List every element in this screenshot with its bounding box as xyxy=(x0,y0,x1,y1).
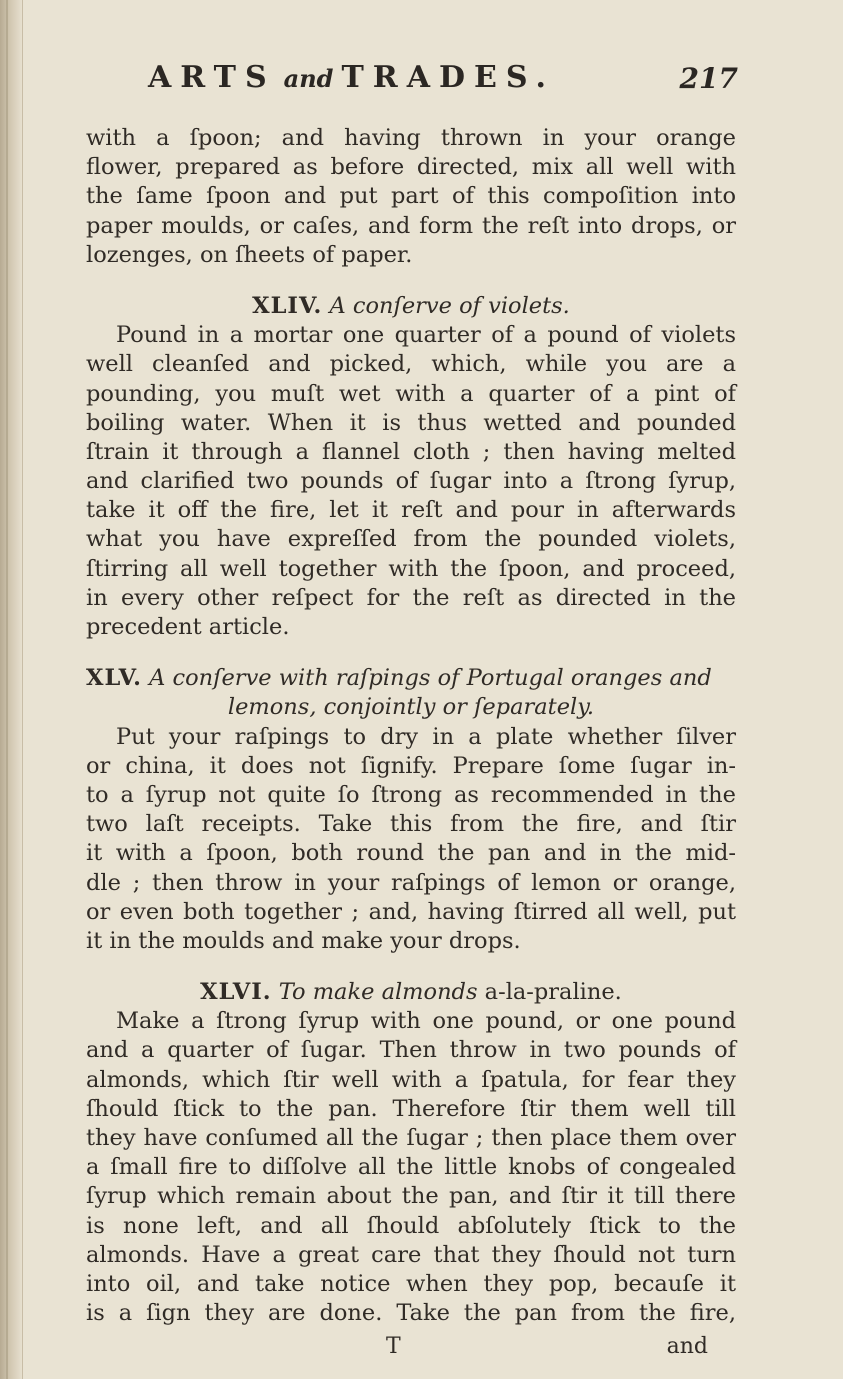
text-line: with a ſpoon; and having thrown in your orange xyxy=(86,125,736,151)
text-line: in every other reſpect for the reſt as directed in the xyxy=(86,584,736,611)
text-line: what you have expreſſed from the pounded violets, xyxy=(86,526,736,553)
section-title-roman: a-la-praline. xyxy=(484,979,622,1006)
signature-mark: T xyxy=(386,1334,401,1359)
text-line: or china, it does not ſignify. Prepare ſome ſugar in- xyxy=(86,752,736,779)
text-line: ſtrain it through a flannel cloth ; then having melted xyxy=(86,438,736,465)
text-line: almonds, which ſtir well with a ſpatula, for fear they xyxy=(86,1066,736,1093)
section-number: XLIV. xyxy=(252,292,323,319)
text-line: Make a ſtrong ſyrup with one pound, or one pound xyxy=(116,1008,736,1035)
section-heading xyxy=(86,978,736,1007)
page-footer xyxy=(86,1334,736,1364)
running-title-trades: TRADES. xyxy=(341,60,555,95)
section-xlvi xyxy=(86,978,736,1328)
text-line: it in the moulds and make your drops. xyxy=(86,927,521,954)
text-line: they have conſumed all the ſugar ; then place them over xyxy=(86,1125,736,1151)
text-line: boiling water. When it is thus wetted and pounded xyxy=(86,409,736,436)
section-number: XLVI. xyxy=(200,979,272,1006)
text-line: and clarified two pounds of ſugar into a ſtrong ſyrup, xyxy=(86,468,736,495)
text-line: or even both together ; and, having ſtirred all well, put xyxy=(86,898,736,925)
section-title: To make almonds xyxy=(278,979,478,1006)
text-line: ſtirring all well together with the ſpoon, and proceed, xyxy=(86,555,736,582)
section-number: XLV. xyxy=(86,665,142,692)
text-line: is a ſign they are done. Take the pan from the fire, xyxy=(86,1300,736,1327)
text-line: paper moulds, or caſes, and form the reſt into drops, or xyxy=(86,212,736,239)
section-heading xyxy=(86,292,736,321)
running-title-and: and xyxy=(283,64,334,93)
catchword: and xyxy=(666,1334,708,1359)
section-title: A conſerve of violets. xyxy=(329,292,570,319)
text-line: well cleanſed and picked, which, while you are a xyxy=(86,351,736,378)
running-title xyxy=(148,60,555,95)
text-line: precedent article. xyxy=(86,614,290,640)
text-line: Put your raſpings to dry in a plate whether ſilver xyxy=(116,723,736,750)
text-line: Pound in a mortar one quarter of a pound of violets xyxy=(116,322,736,349)
section-xliv xyxy=(86,292,736,642)
text-line: dle ; then throw in your raſpings of lemon or orange, xyxy=(86,869,736,896)
paragraph-intro xyxy=(86,124,736,270)
text-line: pounding, you muſt wet with a quarter of a pint of xyxy=(86,380,736,407)
section-heading-continued xyxy=(86,693,736,722)
text-line: two laſt receipts. Take this from the fire, and ſtir xyxy=(86,811,736,838)
section-title-line-1: A conſerve with raſpings of Portugal oranges and xyxy=(149,665,712,692)
text-line: and a quarter of ſugar. Then throw in two pounds of xyxy=(86,1037,736,1064)
text-line: lozenges, on ſheets of paper. xyxy=(86,241,413,268)
text-line: flower, prepared as before directed, mix all well with xyxy=(86,154,736,181)
page-edge-shadow xyxy=(6,0,8,1379)
body-text xyxy=(86,124,736,1328)
section-xlv xyxy=(86,664,736,956)
running-header xyxy=(148,60,738,110)
page-number: 217 xyxy=(679,62,738,95)
text-line: it with a ſpoon, both round the pan and in the mid- xyxy=(86,840,736,867)
running-title-arts: ARTS xyxy=(148,60,276,95)
text-line: ſhould ſtick to the pan. Therefore ſtir them well till xyxy=(86,1095,736,1122)
text-line: the ſame ſpoon and put part of this compoſition into xyxy=(86,183,736,210)
section-heading xyxy=(86,664,736,693)
text-line: a ſmall fire to diſſolve all the little knobs of congealed xyxy=(86,1154,736,1181)
text-line: take it off the fire, let it reſt and pour in afterwards xyxy=(86,497,736,524)
text-line: ſyrup which remain about the pan, and ſtir it till there xyxy=(86,1183,736,1210)
text-line: to a ſyrup not quite ſo ſtrong as recommended in the xyxy=(86,781,736,808)
section-title-line-2: lemons, conjointly or ſeparately. xyxy=(227,694,595,721)
text-line: almonds. Have a great care that they ſhould not turn xyxy=(86,1241,736,1268)
binding-gutter xyxy=(0,0,23,1379)
text-line: is none left, and all ſhould abſolutely ſtick to the xyxy=(86,1212,736,1239)
text-line: into oil, and take notice when they pop, becauſe it xyxy=(86,1270,736,1297)
